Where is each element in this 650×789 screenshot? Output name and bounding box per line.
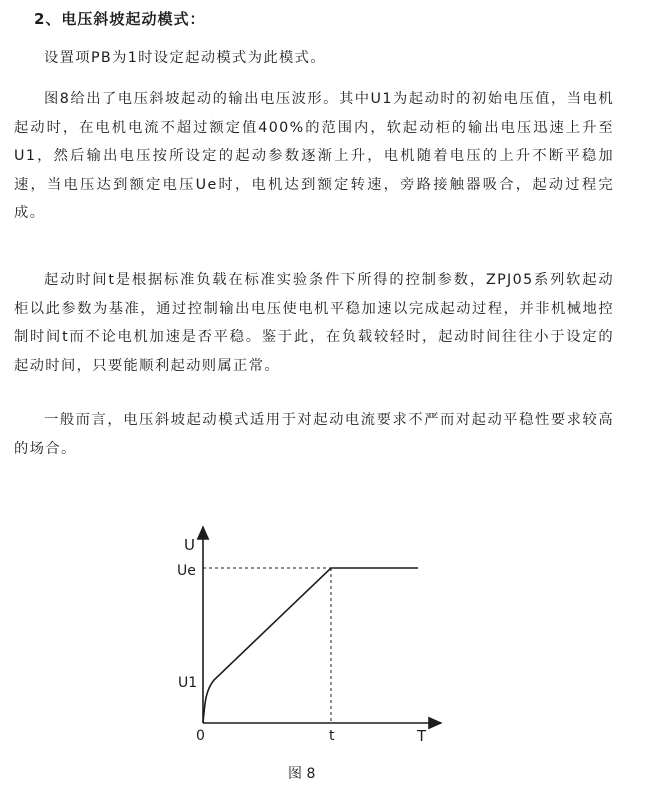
figure-caption: 图 8 bbox=[288, 766, 316, 782]
origin-label: 0 bbox=[196, 728, 205, 744]
section-heading: 2、电压斜坡起动模式： bbox=[34, 10, 206, 28]
u1-label: U1 bbox=[178, 675, 198, 691]
x-axis-label: T bbox=[417, 727, 427, 745]
ue-label: Ue bbox=[177, 563, 196, 579]
y-axis-label: U bbox=[184, 536, 195, 554]
paragraph-setting: 设置项PB为1时设定起动模式为此模式。 bbox=[44, 50, 326, 66]
paragraph-waveform-description: 图8给出了电压斜坡起动的输出电压波形。其中U1为起动时的初始电压值，当电机起动时，在电机电流不超过额定值400%的范围内，软起动柜的输出电压迅速上升至U1，然后输出电压按所设定的起动参数逐渐上升，电机随着电压的上升不断平稳加速，当电压达到额定电压Ue时，电机达到额定转速，旁路接触器吸合，起动过程完成。 bbox=[14, 91, 614, 222]
paragraph-application: 一般而言，电压斜坡起动模式适用于对起动电流要求不严而对起动平稳性要求较高的场合。 bbox=[14, 412, 614, 457]
paragraph-start-time: 起动时间t是根据标准负载在标准实验条件下所得的控制参数，ZPJ05系列软起动柜以此参数为基准，通过控制输出电压使电机平稳加速以完成起动过程，并非机械地控制时间t而不论电机加速是否平稳。鉴于此，在负载较轻时，起动时间往往小于设定的起动时间，只要能顺利起动则属正常。 bbox=[14, 272, 614, 374]
t-label: t bbox=[329, 728, 335, 744]
voltage-curve bbox=[203, 568, 418, 723]
